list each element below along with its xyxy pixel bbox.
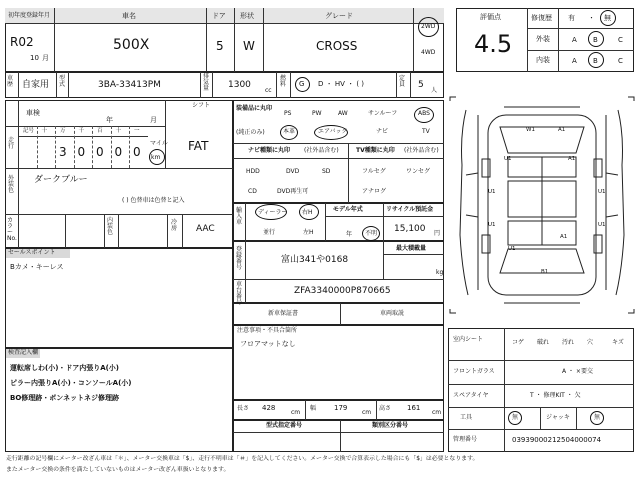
digit-header: 一	[134, 128, 140, 134]
navi-item: DVD再生可	[277, 188, 309, 195]
damage-mark: U1	[598, 222, 606, 228]
mileage-digit: 0	[114, 145, 123, 159]
color-note: ( ) 色替車は色替と記入	[122, 197, 185, 204]
damage-mark: U1	[488, 189, 496, 195]
length-label: 長さ	[237, 405, 250, 412]
repair-dot: ・	[588, 14, 595, 22]
first-reg-month: 10	[30, 54, 39, 62]
color-value: ダークブルー	[34, 175, 88, 185]
repair-yes: 有	[568, 14, 575, 22]
tv-item: ワンセグ	[406, 168, 431, 175]
seat-label: 室内シート	[453, 336, 484, 343]
inspection-label: 車検	[26, 109, 40, 117]
glass-label: フロントガラス	[453, 368, 495, 375]
navi-item: HDD	[246, 168, 260, 175]
shift-label: シフト	[192, 102, 211, 109]
repair-no: 無	[604, 14, 611, 22]
interior-label: 内装	[536, 56, 550, 64]
control-label: 管理番号	[453, 436, 478, 443]
equipment-item: PW	[312, 110, 322, 117]
width-value: 179	[334, 404, 348, 412]
vehicle-diagram	[448, 95, 636, 315]
fuel-label: 燃料	[280, 75, 287, 88]
exterior-b: B	[593, 36, 598, 44]
km-label: km	[151, 154, 161, 161]
fuel-rest: D ・ HV ・ ( )	[318, 80, 365, 88]
mileage-digit: 0	[77, 145, 86, 159]
navi-item: CD	[248, 188, 257, 195]
type-no-label: 型式指定番号	[266, 422, 303, 429]
car-name-label: 車名	[122, 12, 136, 20]
grade-label: グレード	[325, 12, 353, 20]
mileage-label: 走行	[8, 137, 15, 150]
mile-label: マイル	[150, 140, 168, 147]
seat-item: 穴	[587, 339, 594, 346]
model-label: 型式	[59, 75, 66, 88]
equipment-item: 本革	[283, 128, 296, 135]
footer-line2: またメーター交換の条件を満たしていないものはメーター改ざん車扱いとなります。	[6, 467, 230, 473]
tv-sub: (社外品含む)	[404, 147, 439, 154]
door-value: 5	[216, 39, 224, 53]
ac-value: AAC	[196, 224, 215, 234]
recycle-label: リサイクル預託金	[386, 206, 434, 213]
plate-label: 登録番号	[236, 246, 243, 271]
length-unit: cm	[291, 409, 301, 416]
use-label: 車歴	[7, 75, 14, 88]
digit-header: 記号	[23, 128, 35, 134]
navi-item: DVD	[286, 168, 300, 175]
drive-2wd: 2WD	[421, 23, 436, 30]
parallel: 並行	[263, 229, 276, 236]
length-value: 428	[262, 404, 276, 412]
equipment-item: ABS	[418, 110, 430, 117]
damage-mark: U1	[508, 246, 516, 252]
car-name-value: 500X	[113, 37, 150, 53]
interior-color-label: 内装色	[107, 217, 114, 236]
tools-value: 無	[512, 414, 519, 421]
height-value: 161	[407, 404, 421, 412]
mileage-digit: 3	[59, 145, 67, 159]
month-unit: 月	[42, 54, 49, 62]
shape-value: W	[243, 39, 255, 53]
sales-point-label: セールスポイント	[8, 249, 56, 256]
inspector-note: BO修理跡・ボンネットネジ修理跡	[10, 394, 120, 402]
seat-item: コゲ	[512, 339, 525, 346]
plate-value: 富山341や0168	[281, 255, 349, 265]
control-value: 03939000212504000074	[512, 436, 602, 444]
fuel-g: G	[299, 80, 305, 88]
inspector-note: ピラー内張りA(小)・コンソールA(小)	[10, 379, 132, 387]
cc-unit: cc	[265, 87, 272, 94]
shift-value: FAT	[188, 139, 209, 153]
height-unit: cm	[432, 409, 442, 416]
model-value: 3BA-33413PM	[98, 80, 161, 90]
navi-item: SD	[322, 168, 331, 175]
new-warranty: 新車保証書	[268, 310, 299, 317]
exterior-c: C	[618, 36, 623, 44]
right-h: 右H	[302, 209, 313, 216]
digit-header: 千	[78, 128, 85, 134]
chassis-value: ZFA3340000P870665	[294, 286, 391, 296]
capacity-unit: 人	[431, 87, 438, 94]
damage-mark: A1	[568, 156, 576, 162]
damage-mark: A1	[560, 234, 568, 240]
interior-b: B	[593, 57, 598, 65]
displacement-label: 排気量	[203, 73, 210, 92]
inspector-label: 検査記入欄	[8, 349, 39, 356]
equipment-item: エアバック	[318, 128, 348, 135]
capacity-value: 5	[418, 80, 424, 90]
sales-point-value: Bカメ・キーレス	[10, 263, 64, 271]
repair-label: 修復歴	[531, 14, 552, 22]
tv-title: TV種類に丸印	[356, 147, 395, 154]
drive-4wd: 4WD	[421, 49, 436, 56]
grade-value: CROSS	[316, 39, 358, 53]
exterior-label: 外装	[536, 35, 550, 43]
seat-item: 破れ	[537, 339, 550, 346]
exterior-a: A	[572, 36, 577, 44]
tv-item: フルセグ	[362, 168, 386, 175]
damage-mark: A1	[558, 127, 566, 133]
interior-c: C	[618, 57, 623, 65]
jack-value: 無	[594, 414, 601, 421]
chassis-label: 車台番号	[236, 281, 243, 306]
width-label: 幅	[310, 405, 317, 412]
width-unit: cm	[362, 409, 372, 416]
notice-value: フロアマットなし	[240, 340, 296, 348]
damage-mark: B1	[541, 269, 549, 275]
digit-header: 十	[41, 128, 48, 134]
tools-label: 工具	[460, 414, 473, 421]
damage-mark: U1	[598, 189, 606, 195]
use-value: 自家用	[22, 80, 50, 90]
equipment-item: ナビ	[376, 128, 389, 135]
yen-unit: 円	[434, 230, 441, 237]
first-reg-value: R02	[10, 35, 34, 49]
equipment-item: TV	[422, 128, 430, 135]
category-label: 類別区分番号	[372, 422, 409, 429]
type-no-section	[233, 420, 444, 452]
inspector-note: 運転席しわ(小)・ドア内張りA(小)	[10, 364, 120, 372]
height-label: 高さ	[379, 405, 392, 412]
digit-header: 万	[60, 128, 66, 134]
max-load-label: 最大積載量	[396, 245, 427, 252]
seat-item: 汚れ	[562, 339, 575, 346]
model-year-label: モデル年式	[333, 206, 363, 213]
manual: 車両取説	[380, 310, 405, 317]
damage-mark: U1	[504, 156, 512, 162]
spare-label: スペアタイヤ	[453, 392, 489, 399]
shape-label: 形状	[240, 12, 254, 20]
color-no-label: カラーNo.	[7, 217, 17, 242]
recycle-value: 15,100	[394, 224, 426, 234]
interior-a: A	[572, 57, 577, 65]
door-label: ドア	[212, 12, 226, 20]
inspection-year-unit: 年	[106, 116, 113, 124]
capacity-label: 定員	[399, 75, 406, 88]
mileage-digit: 0	[96, 145, 104, 159]
unknown: 不明	[365, 230, 378, 237]
inspection-month-unit: 月	[150, 116, 157, 124]
damage-mark: U1	[488, 222, 496, 228]
footer-line1: 走行距離の記号欄にメーター改ざん車は「＊」、メーター交換車は「$」、走行不明車は「＃」を記入してください。メーター交換で合算表示した場合にも「$」は必要となります。	[6, 456, 479, 462]
navi-title: ナビ種類に丸印	[248, 147, 291, 154]
airbag-circle	[314, 125, 348, 140]
left-h: 左H	[303, 229, 314, 236]
kg-unit: kg	[436, 269, 444, 276]
seat-item: キズ	[612, 339, 624, 346]
glass-value: A ・ ×要交	[562, 368, 593, 375]
spare-value: T ・ 修理KIT ・ 欠	[530, 392, 581, 399]
equipment-item: AW	[338, 110, 348, 117]
row2-section	[5, 72, 444, 98]
equipment-subtitle: (純正のみ)	[236, 129, 265, 136]
ac-label: 冷房	[171, 219, 178, 232]
warranty-section	[233, 303, 444, 325]
color-label: 外装色	[8, 175, 15, 194]
jack-label: ジャッキ	[546, 414, 570, 421]
digit-header: 十	[115, 128, 122, 134]
equipment-item: サンルーフ	[368, 110, 398, 117]
car-outline-svg	[448, 95, 636, 315]
leather-circle	[280, 125, 298, 140]
score-label: 評価点	[480, 13, 501, 21]
navi-sub: (社外品含む)	[304, 147, 339, 154]
tv-item: アナログ	[362, 188, 387, 195]
interior-section	[448, 328, 634, 452]
notice-label: 注意事項・不具合箇所	[237, 327, 298, 334]
first-reg-label: 初年度登録年月	[8, 12, 51, 19]
score-value: 4.5	[474, 30, 513, 58]
mileage-digit: 0	[133, 145, 141, 159]
equipment-item: PS	[284, 110, 292, 117]
model-year-unit: 年	[346, 231, 353, 238]
notice-section	[233, 325, 444, 400]
equipment-title: 装備品に丸印	[236, 105, 273, 112]
displacement-value: 1300	[228, 80, 251, 90]
digit-header: 百	[97, 128, 103, 134]
abs-circle	[414, 107, 434, 123]
damage-mark: W1	[526, 127, 535, 133]
import-label: 輸入車	[236, 207, 243, 226]
dealer: ディーラー	[258, 209, 288, 216]
